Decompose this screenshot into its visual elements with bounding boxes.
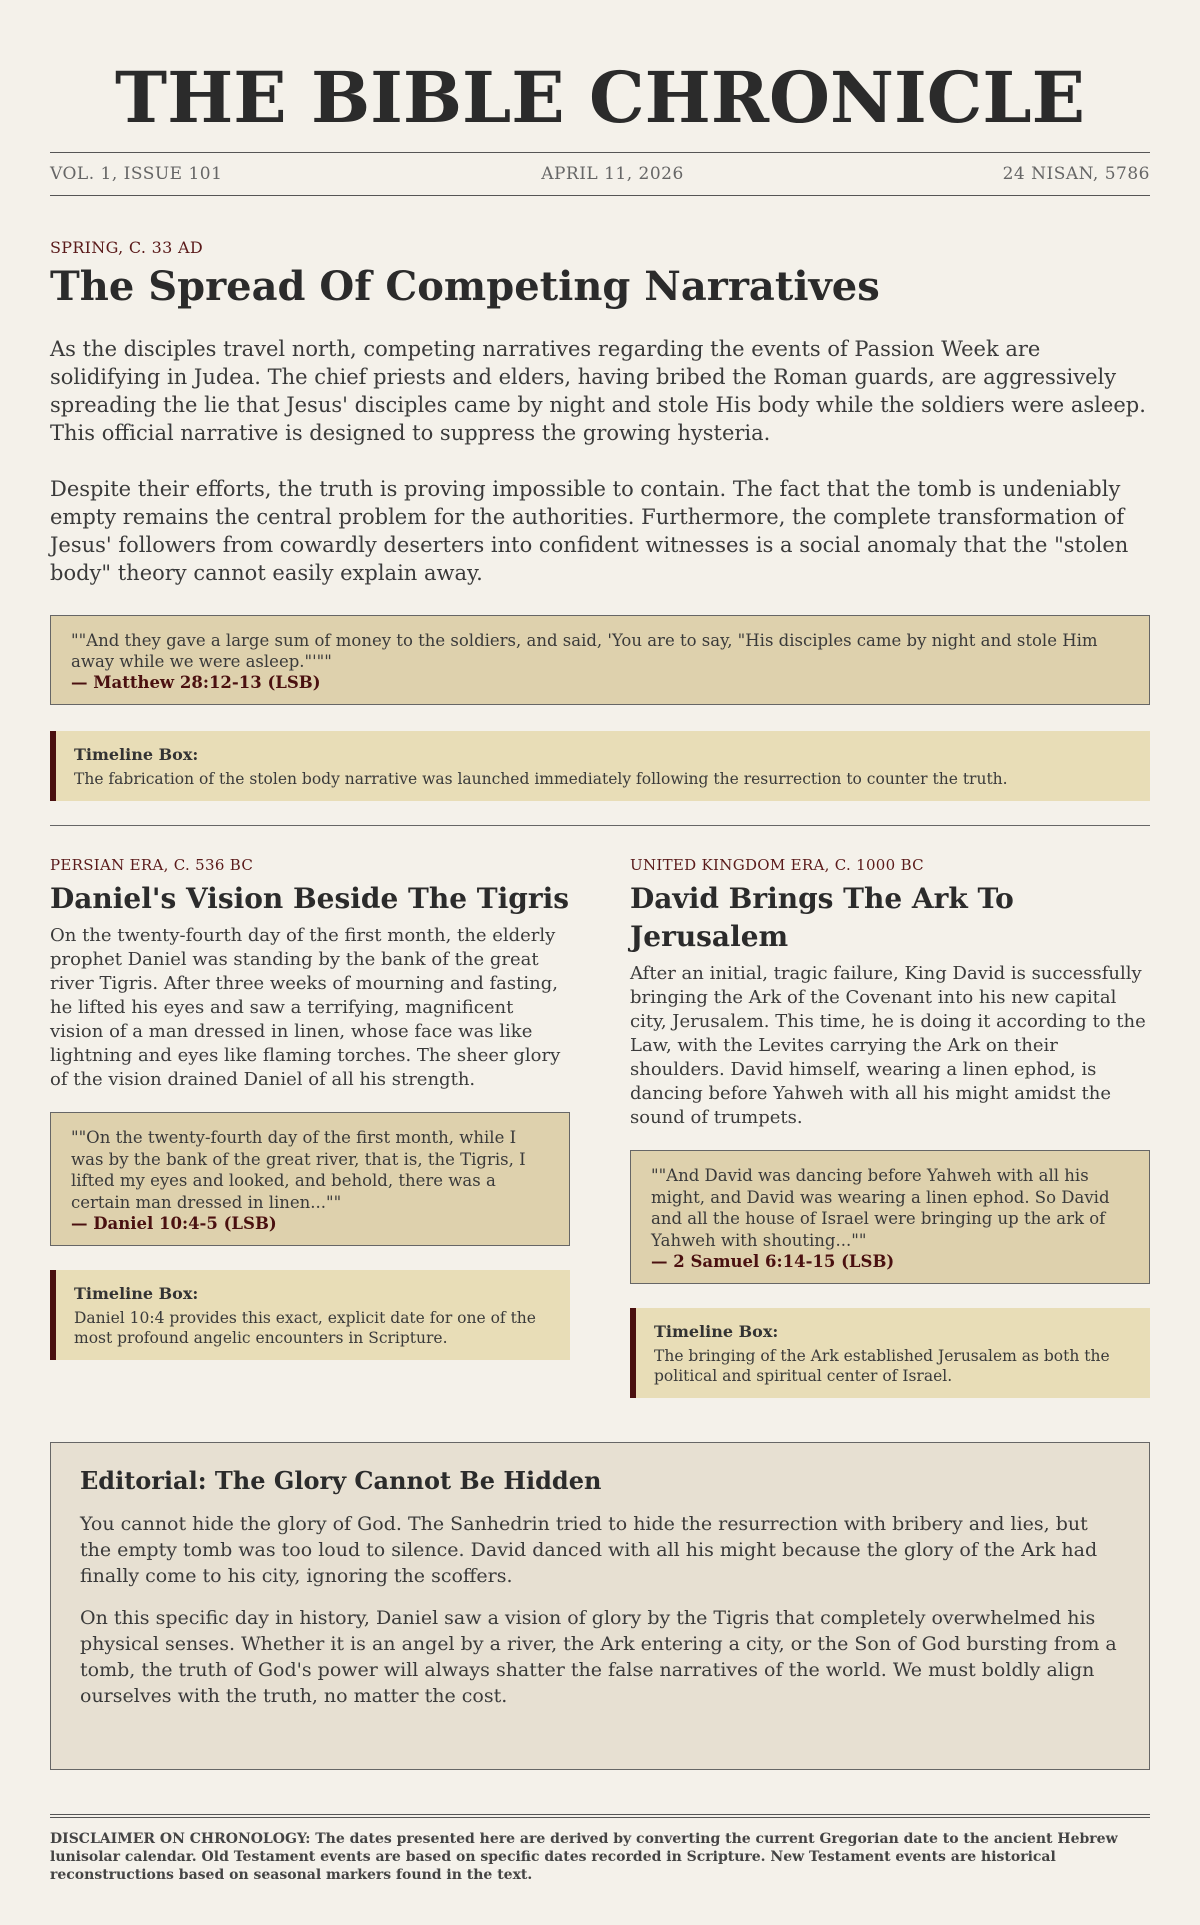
lead-article-headline: The Spread Of Competing Narratives — [50, 263, 880, 310]
section-divider — [50, 825, 1150, 826]
issue-date: APRIL 11, 2026 — [541, 164, 684, 184]
editorial-paragraph: You cannot hide the glory of God. The Sanhedrin tried to hide the resurrection with bribery and lies, but the empty tomb was too loud to silence. David danced with all his might because the glory of the Ark had finally come to his city, ignoring the scoffers. — [80, 1513, 1098, 1587]
issue-bar — [50, 152, 1150, 196]
editorial-box — [50, 1442, 1150, 1770]
scripture-quote-citation: — 2 Samuel 6:14-15 (LSB) — [651, 1252, 895, 1271]
timeline-box-label: Timeline Box: — [74, 745, 199, 764]
lead-article — [50, 238, 1150, 801]
lead-article-paragraph: Despite their efforts, the truth is proving impossible to contain. The fact that the tomb is undeniably empty remains the central problem for the authorities. Furthermore, the complete transformation of Jesus' followers from cowardly deserters into confident witnesses is a social anomaly that the "stolen body" theory cannot easily explain away. — [50, 477, 1129, 585]
scripture-quote-citation: — Daniel 10:4-5 (LSB) — [71, 1214, 277, 1233]
timeline-box — [50, 731, 1150, 801]
david-article-kicker: UNITED KINGDOM ERA, C. 1000 BC — [630, 856, 924, 874]
scripture-quote-box — [50, 615, 1150, 705]
timeline-box-text: The bringing of the Ark established Jerusalem as both the political and spiritual center of Israel. — [654, 1347, 1110, 1385]
david-article — [630, 856, 1150, 1398]
scripture-quote-text: ""And they gave a large sum of money to the soldiers, and said, 'You are to say, "His disciples came by night and stole Him away while we were asleep."'"" — [71, 631, 1098, 671]
masthead-title: THE BIBLE CHRONICLE — [115, 56, 1085, 139]
david-article-headline: David Brings The Ark To Jerusalem — [630, 882, 1014, 953]
daniel-article-kicker: PERSIAN ERA, C. 536 BC — [50, 856, 254, 874]
timeline-box-text: The fabrication of the stolen body narrative was launched immediately following the resurrection to counter the truth. — [74, 770, 1008, 788]
timeline-box-label: Timeline Box: — [654, 1322, 779, 1341]
scripture-quote-box — [630, 1150, 1150, 1284]
issue-hebrew-date: 24 NISAN, 5786 — [1002, 164, 1150, 184]
newspaper-page — [50, 0, 1150, 1884]
daniel-article-body: On the twenty-fourth day of the first month, the elderly prophet Daniel was standing by the bank of the great river Tigris. After three weeks of mourning and fasting, he lifted his eyes and saw a terrifying, magnificent vision of a man dressed in linen, whose face was like lightning and eyes like flaming torches. The sheer glory of the vision drained Daniel of all his strength. — [50, 925, 561, 1090]
timeline-box — [630, 1308, 1150, 1398]
editorial-title: Editorial: The Glory Cannot Be Hidden — [80, 1466, 602, 1495]
article-columns — [50, 856, 1150, 1398]
scripture-quote-text: ""And David was dancing before Yahweh with all his might, and David was wearing a linen ephod. So David and all the house of Israel were bringing up the ark of Yahweh with shouting..."" — [651, 1166, 1110, 1250]
daniel-article-headline: Daniel's Vision Beside The Tigris — [50, 882, 569, 915]
scripture-quote-box — [50, 1112, 570, 1246]
timeline-box-text: Daniel 10:4 provides this exact, explicit date for one of the most profound angelic encounters in Scripture. — [74, 1309, 536, 1347]
scripture-quote-citation: — Matthew 28:12-13 (LSB) — [71, 673, 321, 692]
timeline-box — [50, 1270, 570, 1360]
daniel-article — [50, 856, 570, 1398]
masthead — [50, 56, 1150, 196]
editorial-paragraph: On this specific day in history, Daniel saw a vision of glory by the Tigris that completely overwhelmed his physical senses. Whether it is an angel by a river, the Ark entering a city, or the Son of God bursting from a tomb, the truth of God's power will always shatter the false narratives of the world. We must boldly align ourselves with the truth, no matter the cost. — [80, 1607, 1117, 1707]
chronology-disclaimer: DISCLAIMER ON CHRONOLOGY: The dates presented here are derived by converting the current Gregorian date to the ancient Hebrew lunisolar calendar. Old Testament events are based on specific dates recorded in Scripture. New Testament events are historical reconstructions based on seasonal markers found in the text. — [50, 1814, 1150, 1884]
timeline-box-label: Timeline Box: — [74, 1284, 199, 1303]
david-article-body: After an initial, tragic failure, King David is successfully bringing the Ark of the Covenant into his new capital city, Jerusalem. This time, he is doing it according to the Law, with the Levites carrying the Ark on their shoulders. David himself, wearing a linen ephod, is dancing before Yahweh with all his might amidst the sound of trumpets. — [630, 963, 1146, 1128]
lead-article-paragraph: As the disciples travel north, competing narratives regarding the events of Passion Week are solidifying in Judea. The chief priests and elders, having bribed the Roman guards, are aggressively spreading the lie that Jesus' disciples came by night and stole His body while the soldiers were asleep. This official narrative is designed to suppress the growing hysteria. — [50, 337, 1146, 445]
scripture-quote-text: ""On the twenty-fourth day of the first month, while I was by the bank of the great river, that is, the Tigris, I lifted my eyes and looked, and behold, there was a certain man dressed in linen..."" — [71, 1128, 526, 1212]
lead-article-kicker: SPRING, C. 33 AD — [50, 238, 203, 257]
issue-volume: VOL. 1, ISSUE 101 — [50, 164, 223, 184]
